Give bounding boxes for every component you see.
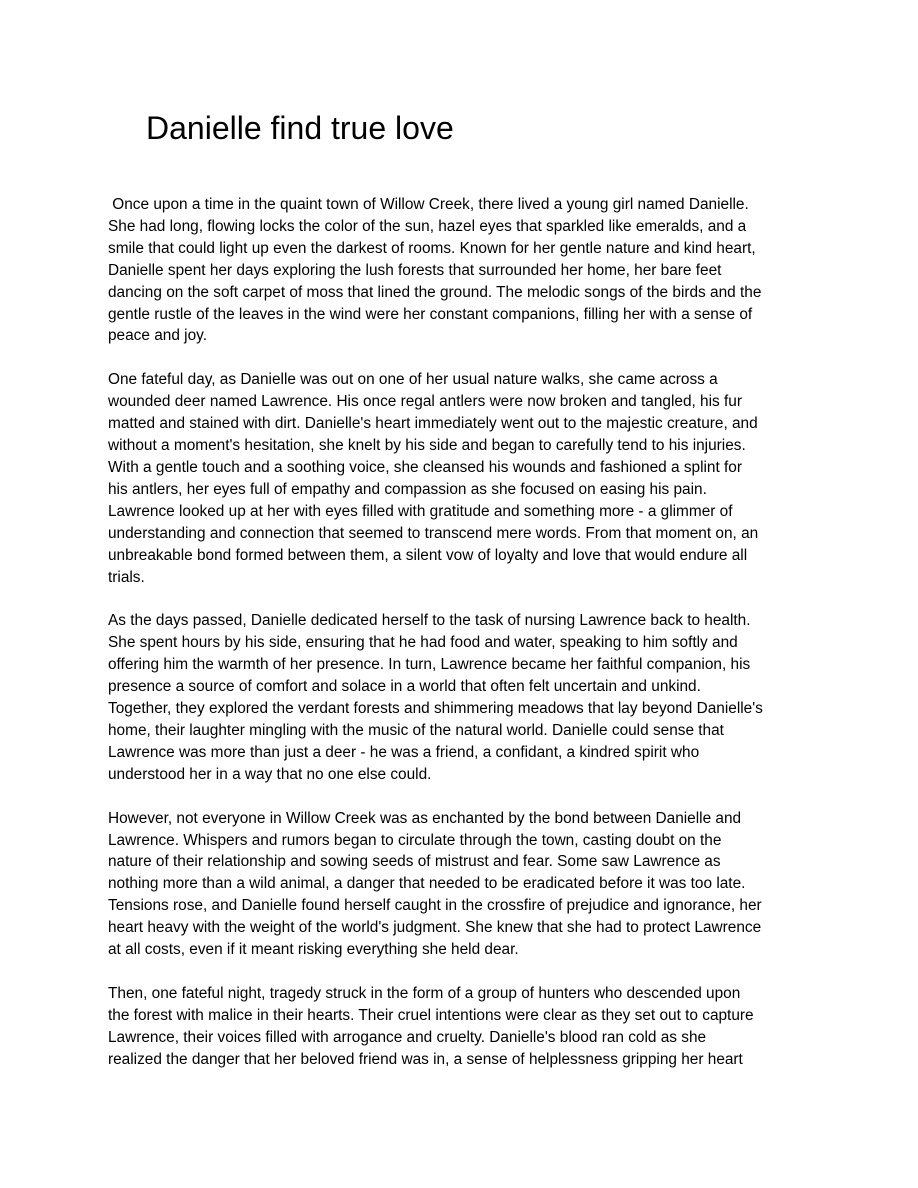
text-line: Lawrence, their voices filled with arrogance and cruelty. Danielle's blood ran cold as she bbox=[108, 1028, 707, 1046]
text-line: peace and joy. bbox=[108, 327, 207, 345]
text-line: understanding and connection that seemed to transcend mere words. From that moment on, an bbox=[108, 524, 759, 542]
paragraph-4 bbox=[108, 808, 828, 961]
text-line: gentle rustle of the leaves in the wind were her constant companions, filling her with a sense of bbox=[108, 305, 753, 323]
document-title: Danielle find true love bbox=[146, 110, 454, 146]
text-line: wounded deer named Lawrence. His once regal antlers were now broken and tangled, his fur bbox=[108, 393, 742, 411]
text-line: unbreakable bond formed between them, a silent vow of loyalty and love that would endure all bbox=[108, 546, 748, 564]
text-line: Lawrence. Whispers and rumors began to circulate through the town, casting doubt on the bbox=[108, 831, 722, 849]
text-line: One fateful day, as Danielle was out on one of her usual nature walks, she came across a bbox=[108, 371, 718, 389]
text-line: nature of their relationship and sowing seeds of mistrust and fear. Some saw Lawrence as bbox=[108, 853, 721, 871]
text-line: Together, they explored the verdant forests and shimmering meadows that lay beyond Danielle's bbox=[108, 700, 763, 718]
text-line: Then, one fateful night, tragedy struck in the form of a group of hunters who descended upon bbox=[108, 985, 741, 1002]
text-line: With a gentle touch and a soothing voice, she cleansed his wounds and fashioned a splint for bbox=[108, 458, 742, 476]
text-line: Once upon a time in the quaint town of Willow Creek, there lived a young girl named Danielle. bbox=[108, 196, 749, 213]
document-body bbox=[108, 194, 828, 1093]
text-line: realized the danger that her beloved friend was in, a sense of helplessness gripping her heart bbox=[108, 1050, 743, 1068]
text-line: Tensions rose, and Danielle found herself caught in the crossfire of prejudice and ignorance, her bbox=[108, 897, 762, 915]
text-line: Lawrence looked up at her with eyes filled with gratitude and something more - a glimmer of bbox=[108, 502, 733, 520]
text-line: Lawrence was more than just a deer - he was a friend, a confidant, a kindred spirit who bbox=[108, 743, 700, 761]
paragraph-2 bbox=[108, 369, 828, 588]
text-line: She had long, flowing locks the color of the sun, hazel eyes that sparkled like emeralds, and a bbox=[108, 217, 747, 235]
text-line: without a moment's hesitation, she knelt by his side and began to carefully tend to his injuries. bbox=[108, 437, 746, 455]
text-line: offering him the warmth of her presence. In turn, Lawrence became her faithful companion, his bbox=[108, 656, 751, 674]
text-line: However, not everyone in Willow Creek was as enchanted by the bond between Danielle and bbox=[108, 809, 742, 827]
paragraph-1 bbox=[108, 194, 828, 347]
paragraph-3 bbox=[108, 610, 828, 785]
text-line: matted and stained with dirt. Danielle's heart immediately went out to the majestic creature, and bbox=[108, 415, 758, 433]
text-line: presence a source of comfort and solace in a world that often felt uncertain and unkind. bbox=[108, 678, 701, 696]
text-line: his antlers, her eyes full of empathy and compassion as she focused on easing his pain. bbox=[108, 480, 707, 498]
text-line: trials. bbox=[108, 568, 145, 586]
text-line: Danielle spent her days exploring the lush forests that surrounded her home, her bare feet bbox=[108, 261, 722, 279]
text-line: understood her in a way that no one else could. bbox=[108, 765, 432, 783]
text-line: dancing on the soft carpet of moss that lined the ground. The melodic songs of the birds and the bbox=[108, 283, 762, 301]
text-line: smile that could light up even the darkest of rooms. Known for her gentle nature and kind heart, bbox=[108, 239, 756, 257]
paragraph-5 bbox=[108, 983, 828, 1071]
text-line: at all costs, even if it meant risking everything she held dear. bbox=[108, 941, 519, 959]
text-line: As the days passed, Danielle dedicated herself to the task of nursing Lawrence back to health. bbox=[108, 612, 751, 630]
text-line: She spent hours by his side, ensuring that he had food and water, speaking to him softly and bbox=[108, 634, 738, 652]
text-line: home, their laughter mingling with the music of the natural world. Danielle could sense that bbox=[108, 721, 724, 739]
text-line: the forest with malice in their hearts. Their cruel intentions were clear as they set out to capture bbox=[108, 1006, 754, 1024]
text-line: heart heavy with the weight of the world's judgment. She knew that she had to protect Lawrence bbox=[108, 919, 762, 937]
text-line: nothing more than a wild animal, a danger that needed to be eradicated before it was too late. bbox=[108, 875, 746, 893]
